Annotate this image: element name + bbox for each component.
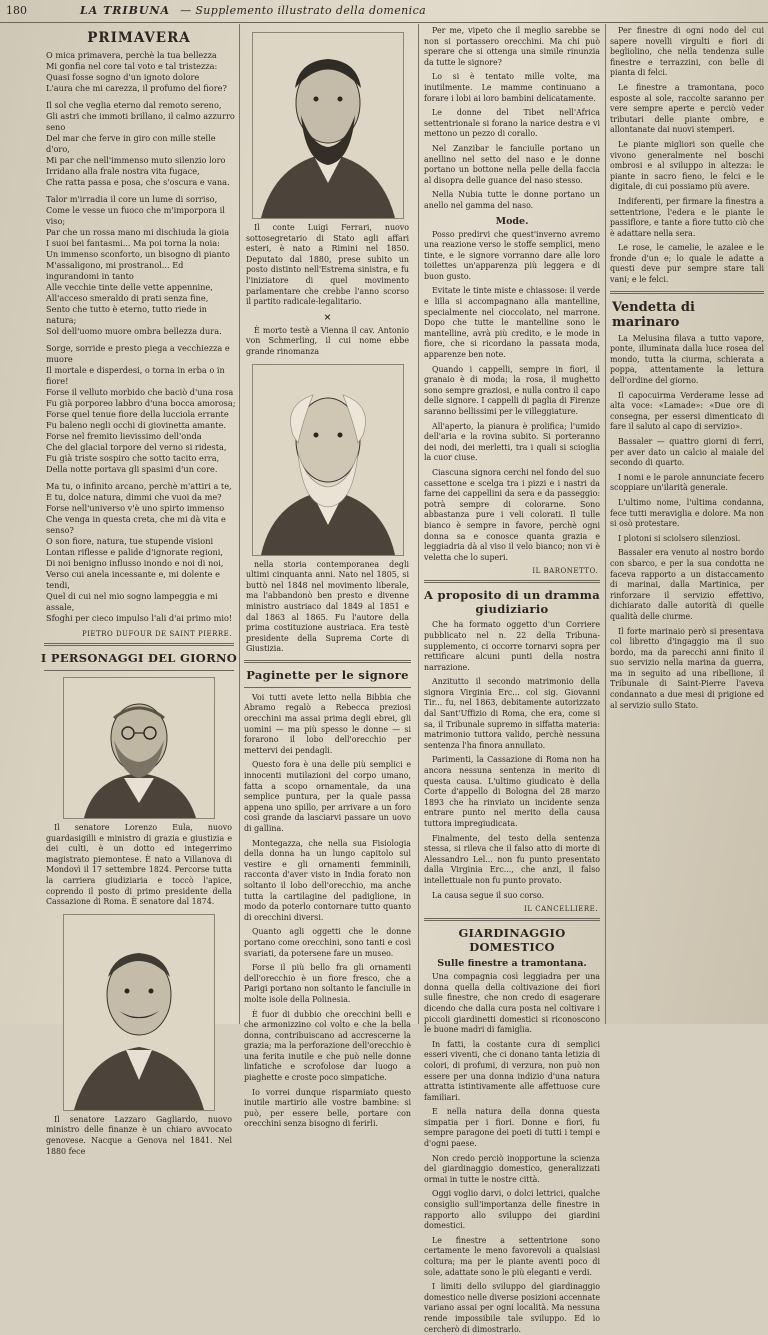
paragraph: Ciascuna signora cerchi nel fondo del suo cassettone e scelga tra i pizzi e i nastri da farne dei cappellini da sera e da passeggio: potrà sempre di colorarne. Sono abbastanza pure i veli colorati. Il tulle bianco è sempre in favore, perchè ogni donna sa e conosce quanta grazia e leggiadria dà al viso il velo bianco; non vi è veletta che lo superi. [424, 467, 600, 562]
paragraph: Le donne del Tibet nell'Africa settentrionale si forano la narice destra e vi mettono un pezzo di corallo. [424, 108, 600, 139]
paragraph: Parimenti, la Cassazione di Roma non ha ancora nessuna sentenza in merito di questa causa. L'ultimo giudicato è della Corte d'appello di Bologna del 28 marzo 1893 che ha rinviato un incidente senza entrare punto nel merito della causa tuttora impregiudicata. [424, 755, 600, 828]
column-rule [418, 24, 419, 1024]
poem-line: Come le vesse un fuoco che m'imporpora il viso; [46, 205, 225, 226]
poem-line: Forse il velluto morbido che baciò d'una rosa [46, 387, 234, 397]
poem-line: Forse nel fremito lievissimo dell'onda [46, 431, 202, 441]
divider [244, 660, 411, 663]
poem-line: Sfoghi per cieco impulso l'ali d'ai primo mio! [46, 613, 233, 623]
article-continuation [420, 26, 604, 212]
poem-line: Ma tu, o infinito arcano, perchè m'attiri a te, [46, 481, 232, 491]
eula-caption: Il senatore Lorenzo Eula, nuovo guardasigilli e ministro di grazia e giustizia e dei culti, è un dotto ed integerrimo magistrato piemontese. È nato a Villanova di Mondovì il 17 settembre 1824. Percorse tutta la carriera giudiziaria e toccò l'apice, coprendo il posto di primo presidente della Cassazione di Roma. È senatore dal 1874. [46, 823, 232, 907]
dramma-signature: IL CANCELLIERE. [524, 905, 598, 914]
paragraph: I nomi e le parole annunciate fecero scoppiare un'ilarità generale. [610, 472, 764, 493]
poem-line: Che ratta passa e posa, che s'oscura e vana. [46, 177, 230, 187]
dramma-title: A proposito di un dramma giudiziario [424, 588, 600, 617]
portrait-schmerling [252, 364, 404, 556]
poem-line: O son fiore, natura, tue stupende visioni [46, 536, 214, 546]
divider [244, 687, 411, 688]
poem-line: Fu baleno negli occhi di giovinetta amante. [46, 420, 226, 430]
poem-stanza [46, 343, 238, 475]
schmerling-text: nella storia contemporanea degli ultimi cinquanta anni. Nato nel 1805, si buttò nel 1848 nel movimento liberale, ma l'abbandonò ben presto e divenne ministro austriaco dal 1849 al 1851 e dal 1863 al 1865. Fu l'autore della prima costituzione austriaca. Era testè presidente della Suprema Corte di Giustizia. [246, 559, 409, 654]
article-title: Paginette per le signore [246, 667, 409, 682]
mode-signature: IL BARONETTO. [532, 567, 598, 576]
paragraph: La causa segue il suo corso. [432, 890, 545, 900]
paragraph: Il forte marinaio però si presentava col libretto d'ingaggio ma il suo bordo, ma da parecchi anni finito il suo servizio nella marina da guerra, ma in seguito ad una ribellione, il Tribunale di Saint-Pierre l'aveva condannato a due mesi di prigione ed al servizio sullo Stato. [610, 626, 764, 710]
poem-line: Verso cui anela incessante e, mi dolente e tendi, [46, 569, 220, 590]
vendetta-title: Vendetta di marinaro [612, 299, 695, 330]
paragraph: Per me, vipeto che il meglio sarebbe se non si portassero orecchini. Ma chi può sperare che si ottenga una simile rinunzia da tutte le signore? [424, 26, 600, 67]
divider [424, 580, 600, 583]
poem-line: Sorge, sorride e presto piega a vecchiezza e muore [46, 343, 230, 364]
paragraph: Nella Nubia tutte le donne portano un anello nel gamma del naso. [424, 190, 600, 210]
poem-line: E tu, dolce natura, dimmi che vuoi da me? [46, 492, 222, 502]
mode-title: Mode. [495, 215, 529, 227]
poem-line: Fu già triste sospiro che sotto tacito erra, [46, 453, 220, 463]
poem-line: All'acceso smeraldo di prati senza fine, [46, 293, 209, 303]
poem-body [40, 50, 238, 624]
poem-line: Irridano alla frale nostra vita fugace, [46, 166, 200, 176]
poem-line: Quel di cui nel mio sogno lampeggia e mi assale, [46, 591, 218, 612]
divider [424, 918, 600, 921]
paragraph: Anzitutto il secondo matrimonio della signora Virginia Erc... col sig. Giovanni Tir... fu, nel 1863, debitamente autorizzato dal Sant'Uffizio di Roma, che era, come si sa, il Tribunale supremo in siffatta materia: matrimonio tuttora valido, perchè nessuna sentenza l'ha finora annullato. [424, 677, 600, 750]
poem-line: Forse quel tenue fiore della lucciola errante [46, 409, 229, 419]
poem-line: Sol dell'uomo muore ombra bellezza dura. [46, 326, 222, 336]
paragraph: Posso predirvi che quest'inverno avremo una reazione verso le stoffe semplici, meno tinte, e le signore vorranno dare alle loro toilettes un'apparenza più leggera e di buon gusto. [424, 229, 600, 281]
poem-line: Mi par che nell'immenso muto silenzio loro [46, 155, 226, 165]
masthead [80, 4, 660, 17]
vendetta-body [606, 334, 768, 712]
poem-line: Forse nell'universo v'è uno spirto immenso [46, 503, 225, 513]
poem-line: Un immenso sconforto, un bisogno di pianto [46, 249, 230, 259]
column-2 [240, 26, 415, 1129]
paragraph: Le finestre a settentrione sono certamente le meno favorevoli a qualsiasi coltura; ma per le piante aventi poco di sole, adattate sono le più eleganti e verdi. [424, 1235, 600, 1277]
paragraph: Indiferenti, per firmare la finestra a settentrione, l'edera e le piante le passiflore, e tante a fiore tutto ciò che è adattare nella sera. [610, 196, 764, 238]
poem-title: PRIMAVERA [87, 30, 191, 46]
poem-line: Di noi benigno influsso inondo e noi di noi, [46, 558, 224, 568]
poem-line: Talor m'irradia il core un lume di sorriso, [46, 194, 218, 204]
giardinaggio-subtitle: Sulle finestre a tramontana. [437, 958, 587, 970]
paragraph: I plotoni si sciolsero silenziosi. [618, 533, 741, 543]
portrait-eula [63, 677, 215, 819]
poem-line: L'aura che mi carezza, il profumo del fiore? [46, 83, 227, 93]
divider [44, 670, 234, 671]
poem-line: Che venga in questa creta, che mi dà vita e senso? [46, 514, 226, 535]
article-body [240, 693, 415, 1130]
schmerling-caption: È morto testè a Vienna il cav. Antonio von Schmerling, il cui nome ebbe grande rinomanza [246, 325, 409, 356]
giardinaggio-continuation [606, 26, 768, 286]
paragraph: Forse il più bello fra gli ornamenti dell'orecchio è un fiore fresco, che a Parigi portano non soltanto le fanciulle in molte isole della Polinesia. [244, 963, 411, 1004]
supplement-label: — Supplemento illustrato della domenica [180, 4, 427, 17]
divider [44, 643, 234, 646]
newspaper-name: LA TRIBUNA [80, 4, 171, 17]
poem-line: O mica primavera, perchè la tua bellezza [46, 50, 217, 60]
giardinaggio-title: GIARDINAGGIO DOMESTICO [458, 926, 566, 955]
paragraph: Le piante migliori son quelle che vivono generalmente nel boschi ombrosi e al sviluppo in altezza: le piante in sacro fieno, le felci e le digitale, di cui possiamo più avere. [610, 139, 764, 192]
paragraph: Che ha formato oggetto d'un Corriere pubblicato nel n. 22 della Tribuna-supplemento, ci occorre tornarvi sopra per rettificare alcuni punti della nostra narrazione. [424, 620, 600, 672]
column-1 [40, 26, 238, 1156]
portrait-ferrari [252, 32, 404, 219]
poem-line: Sento che tutto è eterno, tutto riede in natura; [46, 304, 207, 325]
paragraph: All'aperto, la pianura è prolifica; l'umido dell'aria e la rovina subito. Si porteranno dei nodi, dei merletti, tra i quali si scioglia la cuor ciuse. [424, 421, 600, 463]
poem-line: Che del glacial torpore del verno si ridesta, [46, 442, 227, 452]
poem-line: I suoi bei fantasmi... Ma poi torna la noia: [46, 238, 220, 248]
portrait-engraving [64, 915, 214, 1110]
poem-line: Fu già porporeo labbro d'una bocca amorosa; [46, 398, 236, 408]
paragraph: Voi tutti avete letto nella Bibbia che Abramo regalò a Rebecca preziosi orecchini ma assai prima degli ebrei, gli uomini — ma più spesso le donne — si forarono il lobo dell'orecchio per mettervi dei pendagli. [244, 692, 411, 755]
paragraph: Non credo perciò inopportune la scienza del giardinaggio domestico, generalizzati ormai in tutte le nostre città. [424, 1153, 600, 1184]
giardinaggio-body [420, 972, 604, 1335]
page-header [0, 0, 768, 23]
mode-body [420, 230, 604, 564]
poem-line: Gli astri che immoti brillano, il calmo azzurro seno [46, 111, 235, 132]
poem-line: Alle vecchie tinte delle vette appennine, [46, 282, 213, 292]
paragraph: Io vorrei dunque risparmiato questo inutile martirio alle vostre bambine: si può, per essere belle, portare con orecchini senza bisogno di ferirli. [244, 1087, 411, 1129]
portrait-engraving [64, 678, 214, 818]
paragraph: In fatti, la costante cura di semplici esseri viventi, che ci donano tanta letizia di colori, di profumi, di verzura, non può non essere per una donna indizio d'una natura attratta istintivamente alle affettuose cure familiari. [424, 1039, 600, 1102]
paragraph: Questo fora è una delle più semplici e innocenti mutilazioni del corpo umano, fatta a scopo ornamentale, da una semplice puntura, per la quale passa appena uno spillo, per arrivare a un foro così grande da lasciarvi passare un uovo di gallina. [244, 760, 411, 833]
column-4 [606, 26, 768, 1024]
paragraph: Lo si è tentato mille volte, ma inutilmente. Le mamme continuano a forare i lobi ai loro bambini delicatamente. [424, 72, 600, 103]
paragraph: La Melusina filava a tutto vapore, ponte, illuminata dalla luce rosea del mondo, tutta la ciurma, schierata a poppa, attentamente la lettura dell'ordine del giorno. [610, 333, 764, 386]
portrait-engraving [253, 33, 403, 218]
gagliardo-caption: Il senatore Lazzaro Gagliardo, nuovo ministro delle finanze è un chiaro avvocato genovese. Nacque a Genova nel 1841. Nel 1880 fece [46, 1114, 232, 1156]
portrait-gagliardo [63, 914, 215, 1111]
poem-line: Quasi fosse sogno d'un ignoto dolore [46, 72, 200, 82]
paragraph: Evitate le tinte miste e chiassose: il verde e lilla si accompagnano alla mantelline, specialmente nel cioccolato, nel marrone. Dopo che tutte le mantelline sono le mantelline, avrà più credito, e le mode in fiore, che si ricordano la passata moda, apparenze ben note. [424, 286, 600, 360]
paragraph: Una compagnia così leggiadra per una donna quella della coltivazione dei fiori sulle finestre, che non credo di esagerare dicendo che dalla cura posta nel coltivare i piccoli giardinetti domestici si riconoscono le buone madri di famiglia. [424, 972, 600, 1035]
paragraph: E nella natura della donna questa simpatia per i fiori. Donne e fiori, fu sempre paragone dei poeti di tutti i tempi e d'ogni paese. [424, 1107, 600, 1149]
poem-line: Il sol che veglia eterno dal remoto sereno, [46, 100, 222, 110]
paragraph: Finalmente, del testo della sentenza stessa, si rileva che il falso atto di morte di Alessandro Lel... non fu punto presentato dalla Virginia Erc..., che anzi, il falso intellettuale non fu punto provato. [424, 833, 600, 885]
paragraph: Quando i cappelli, sempre in fiori, il granaio è di moda; la rosa, il mughetto sono sempre graziosi, e nulla contro il capo delle signore. I cappelli di paglia di Firenze saranno bellissimi per le villeggiature. [424, 364, 600, 416]
paragraph: Quanto agli oggetti che le donne portano come orecchini, sono tanti e così svariati, da potersene fare un museo. [244, 927, 411, 958]
poem-stanza [46, 100, 238, 188]
poem-stanza [46, 194, 238, 337]
separator-mark: × [323, 311, 332, 323]
paragraph: I limiti dello sviluppo del giardinaggio domestico nelle diverse posizioni accennate variano assai per ogni località. Ma nessuna rende impossibile tale sviluppo. Ed io cercherò di dimostrarlo. [424, 1282, 600, 1334]
poem-line: Del mar che ferve in giro con mille stelle d'oro, [46, 133, 216, 154]
paragraph: Oggi voglio darvi, o dolci lettrici, qualche consiglio sull'importanza delle finestre in rapporto allo sviluppo dei giardini domestici. [424, 1189, 600, 1231]
poem-line: Lontan riflesse e palide d'ignorate regioni, [46, 547, 224, 557]
poem-signature: PIETRO DUFOUR DE SAINT PIERRE. [81, 630, 232, 638]
paragraph: Per finestre di ogni nodo del cui sapere novelli virgulti e fiori di begliolino, che nella tendenza sulle finestre e terrazzini, con belle di pianta di felci. [610, 26, 764, 78]
ferrari-caption: Il conte Luigi Ferrari, nuovo sottosegretario di Stato agli affari esteri, è nato a Rimini nel 1850. Deputato dal 1880, prese subito un posto distinto nell'Estrema sinistra, e fu l'iniziatore di quel movimento parlamentare che crebbe l'anno scorso il partito radicale-legalitario. [246, 223, 409, 307]
column-3 [420, 26, 604, 1334]
poem-line: Par che un rossa mano mi dischiuda la gioia [46, 227, 230, 237]
poem-line: Mi gonfia nel core tal voto e tal tristezza: [46, 61, 218, 71]
paragraph: Bassaler — quattro giorni di ferri, per aver dato un calcio al maiale del secondo di quarto. [610, 437, 764, 468]
poem-line: Della notte portava gli spasimi d'un core. [46, 464, 218, 474]
poem-stanza [46, 481, 238, 624]
page-number: 180 [6, 4, 27, 17]
paragraph: Montegazza, che nella sua Fisiologia della donna ha un lungo capitolo sul vestire e gli ornamenti femminili, racconta d'aver visto in India forato non soltanto il lobo dell'orecchio, ma anche tutta la cartilagine del padiglione, in modo da poterlo contornare tutto quanto di orecchini diversi. [244, 838, 411, 922]
paragraph: Nel Zanzibar le fanciulle portano un anellino nel setto del naso e le donne portano un bottone nella pelle della faccia al disopra delle guance del naso stesso. [424, 143, 600, 185]
portrait-engraving [253, 365, 403, 555]
paragraph: Bassaler era venuto al nostro bordo con sbarco, e per la sua condotta ne faceva rapporto a un distaccamento di marinai, dalla Martinica, per rinforzare il servizio effettivo, dichiarato dalle autorità di quelle qualità delle ciurme. [610, 548, 764, 621]
poem-line: Il mortale e disperdesi, o torna in erba o in fiore! [46, 365, 225, 386]
poem-line: M'assaligono, mi prostranol... Ed ingurandomi in tanto [46, 260, 184, 281]
paragraph: Le finestre a tramontana, poco esposte al sole, raccolte saranno per vere sempre aperte e perciò veder tributari delle piante ombre, e allontanate dai nuovi stemperi. [610, 82, 764, 135]
dramma-body [420, 620, 604, 901]
paragraph: Il capocuirma Verderame lesse ad alta voce: «Lamade»: «Due ore di consegna, per essersi dimenticato di fare il saluto al capo di servizio». [610, 390, 764, 432]
section-title: I PERSONAGGI DEL GIORNO [40, 651, 238, 665]
divider [610, 291, 764, 294]
poem-stanza [46, 50, 238, 94]
paragraph: È fuor di dubbio che orecchini belli e che armonizzino col volto e che la bella donna, contribuiscano ad accrescerne la grazia; ma la perforazione dell'orecchio è una ferita inutile e che può nelle donne linfatiche e scrofolose dar luogo a piaghette e croste poco simpatiche. [244, 1009, 411, 1083]
paragraph: Le rose, le camelie, le azalee e le fronde d'un e; lo quale le adatte a questi deve pur sempre stare tali vani; e le felci. [610, 243, 764, 285]
paragraph: L'ultimo nome, l'ultima condanna, fece tutti meraviglia e dolore. Ma non si osò protestare. [610, 497, 764, 529]
